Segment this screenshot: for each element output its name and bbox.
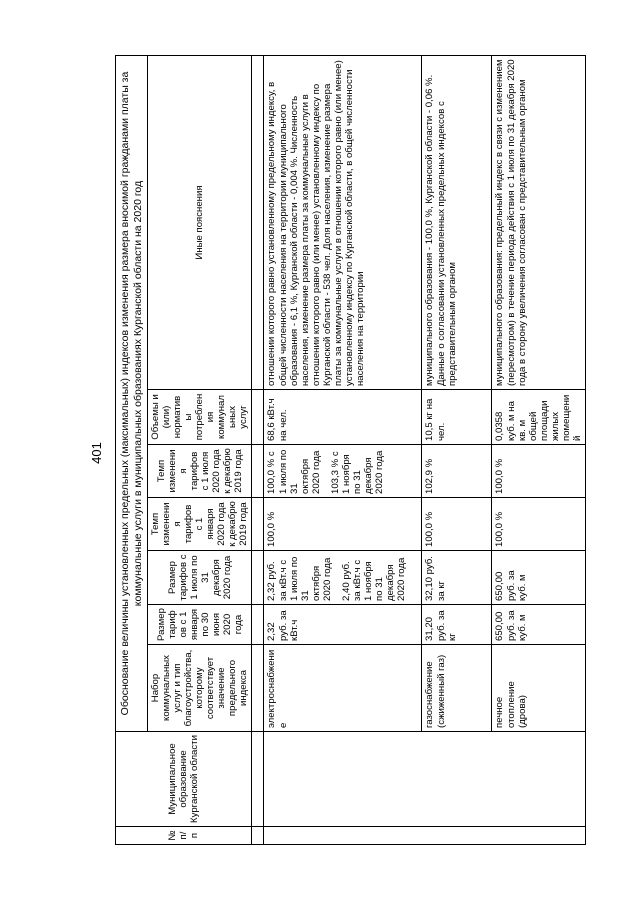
cell-rate-jan: 100,0 % <box>264 498 422 551</box>
table-title: Обоснование величины установленных предельных (максимальных) индексов изменения размера вносимой гражданами платы за коммунальные услуги в муниципальных образованиях Курганской области на 2020 год <box>116 56 148 732</box>
tariff-index-table <box>115 55 586 845</box>
cell-notes: муниципального образования - 100,0 %, Курганской области - 0,06 %. Данные о согласовании установленных предельных индексов с представительным органом <box>422 56 492 390</box>
rate-jul-period-a: 100,0 % с 1 июля по 31 октября 2020 года <box>266 449 322 494</box>
cell-tariff-h2: 32,10 руб. за кг <box>422 551 492 605</box>
cell-municipality <box>264 732 585 827</box>
cell-tariff-h1: 31,20 руб. за кг <box>422 605 492 645</box>
cell-rate-jan: 100,0 % <box>422 498 492 551</box>
cell-notes: муниципального образования: предельный индекс в связи с изменением (пересмотром) в течение периода действия с 1 июля по 31 декабря 2020 года в сторону увеличения согласован с представительным органом <box>492 56 585 390</box>
cell-volume: 10,5 кг на чел. <box>422 390 492 445</box>
cell-service: электроснабжение <box>264 645 422 732</box>
header-services: Набор коммунальных услуг и тип благоустройства, которому соответствует значение предельного индекса <box>148 645 252 732</box>
header-notes: Иные пояснения <box>148 56 252 390</box>
cell-tariff-h1: 650,00 руб. за куб. м <box>492 605 585 645</box>
header-tariff-h1: Размер тарифов с 1 января по 30 июня 2020 года <box>148 605 252 645</box>
cell-notes: отношении которого равно установленному предельному индексу, в общей численности населения на территории муниципального образования - 6,1 %, Курганской области - 0,004 %. Численность населения, изменение размера платы за коммунальные услуги в отношении которого равно (или менее) установленному индексу по Курганской области - 538 чел. Доля населения, изменение размера платы за коммунальные услуги в отношении которого равно (или менее) установленному индексу по Курганской области, в общей численности населения на территории <box>264 56 422 390</box>
header-rate-jul: Темп изменения тарифов с 1 июля 2020 года к декабрю 2019 года <box>148 445 252 498</box>
rotated-table-container <box>115 55 615 845</box>
cell-rate-jan: 100,0 % <box>492 498 585 551</box>
tariff-h2-period-b: 2,40 руб. за кВт.ч с 1 ноября по 31 декабря 2020 года <box>340 557 407 601</box>
page-number: 401 <box>89 442 104 464</box>
header-volumes: Объемы и (или) нормативы потребления коммунальных услуг <box>148 390 252 445</box>
cell-service: газоснабжение (сжиженный газ) <box>422 645 492 732</box>
cell-tariff-h2 <box>264 551 422 605</box>
cell-tariff-h1: 2,32 руб. за кВт.ч <box>264 605 422 645</box>
cell-rate-jul: 100,0 % <box>492 445 585 498</box>
table-row <box>264 56 422 845</box>
cell-rate-jul: 102,9 % <box>422 445 492 498</box>
cell-volume: 0,0358 куб. м на кв. м общей площади жилых помещений <box>492 390 585 445</box>
cell-num <box>264 827 585 845</box>
cell-tariff-h2: 650,00 руб. за куб. м <box>492 551 585 605</box>
tariff-h2-period-a: 2,32 руб. за кВт.ч с 1 июля по 31 октября 2020 года <box>266 556 333 601</box>
cell-rate-jul <box>264 445 422 498</box>
cell-volume: 68,6 кВт.ч на чел. <box>264 390 422 445</box>
header-rate-jan: Темп изменения тарифов с 1 января 2020 года к декабрю 2019 года <box>148 498 252 551</box>
header-num: № п/п <box>116 827 252 845</box>
table-row <box>422 56 492 845</box>
header-tariff-h2: Размер тарифов с 1 июля по 31 декабря 2020 года <box>148 551 252 605</box>
blank-spacer-row <box>252 56 264 845</box>
rate-jul-period-b: 103,3 % с 1 ноября по 31 декабря 2020 года <box>329 450 385 494</box>
cell-service: печное отопление (дрова) <box>492 645 585 732</box>
table-row <box>492 56 585 845</box>
header-municipality: Муниципальное образование Курганской области <box>116 732 252 827</box>
